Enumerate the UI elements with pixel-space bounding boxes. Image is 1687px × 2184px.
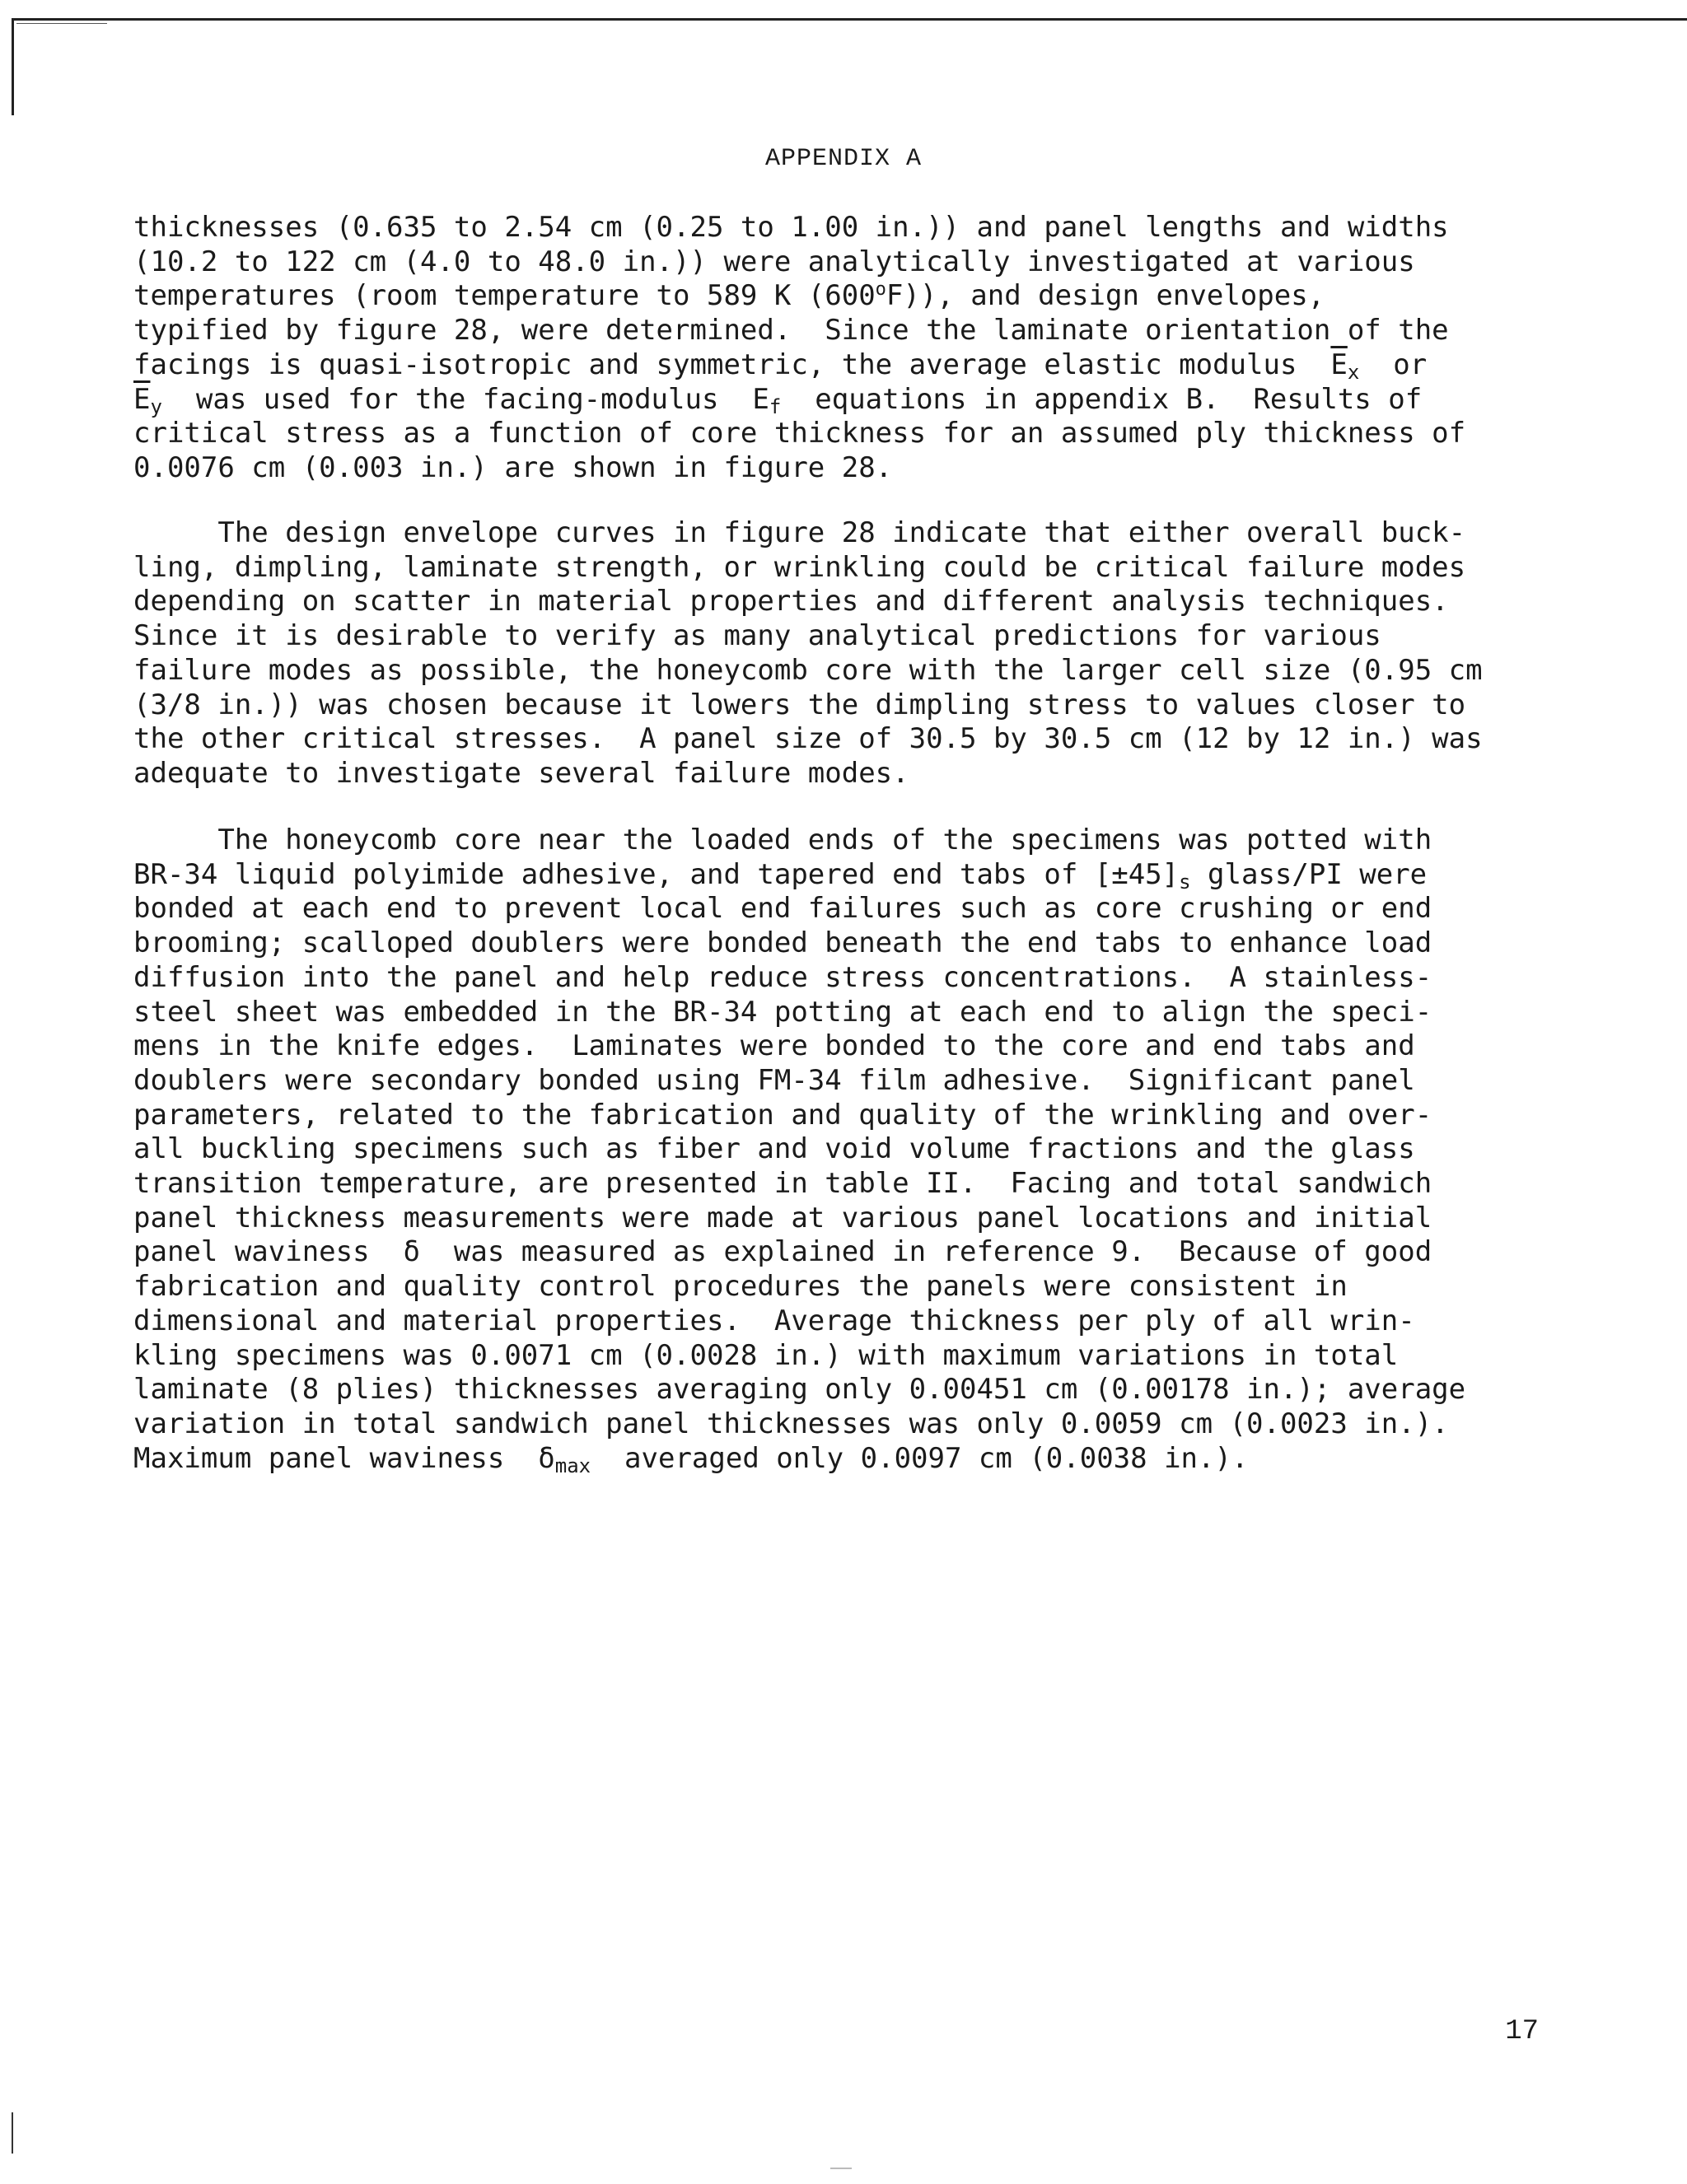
top-border-rule [12,18,1687,21]
text-line: dimensional and material properties. Average thickness per ply of all wrin- [133,1304,1415,1337]
paragraph-1 [133,211,1567,486]
text-line: parameters, related to the fabrication and quality of the wrinkling and over- [133,1098,1432,1132]
text-line: laminate (8 plies) thicknesses averaging only 0.00451 cm (0.00178 in.); average [133,1373,1466,1407]
text-line: typified by figure 28, were determined. Since the laminate orientation of the [133,314,1449,348]
text-line: temperatures (room temperature to 589 K (600$^o$F)), and design envelopes, [133,279,1325,313]
text-line: $E_y$ was used for the facing-modulus $E_f$ equations in appendix B. Results of [133,382,1423,418]
text-line: diffusion into the panel and help reduce stress concentrations. A stainless- [133,960,1432,994]
text-line: variation in total sandwich panel thicknesses was only 0.0059 cm (0.0023 in.). [133,1407,1449,1440]
left-border-rule [12,18,14,115]
text-line: failure modes as possible, the honeycomb core with the larger cell size (0.95 cm [133,653,1483,687]
text-line: BR-34 liquid polyimide adhesive, and tapered end tabs of $[\pm 45]_s$ glass/PI were [133,857,1428,894]
top-border-accent [16,23,107,24]
text-line: The honeycomb core near the loaded ends of the specimens was potted with [133,824,1432,856]
text-line: transition temperature, are presented in table II. Facing and total sandwich [133,1167,1432,1201]
text-line: (10.2 to 122 cm (4.0 to 48.0 in.)) were analytically investigated at various [133,245,1415,278]
text-line: panel thickness measurements were made at various panel locations and initial [133,1201,1432,1234]
text-line: ling, dimpling, laminate strength, or wrinkling could be critical failure modes [133,550,1466,584]
text-line: kling specimens was 0.0071 cm (0.0028 in.) with maximum variations in total [133,1338,1399,1372]
text-line: 0.0076 cm (0.003 in.) are shown in figure 28. [133,450,893,484]
text-line: critical stress as a function of core thickness for an assumed ply thickness of [133,417,1466,450]
text-line: bonded at each end to prevent local end failures such as core crushing or end [133,892,1432,926]
paragraph-2 [133,516,1567,791]
text-line: facings is quasi-isotropic and symmetric, the average elastic modulus $E_x$ or [133,348,1428,384]
text-line: (3/8 in.)) was chosen because it lowers the dimpling stress to values closer to [133,688,1466,721]
text-line: Since it is desirable to verify as many analytical predictions for various [133,619,1381,653]
paragraph-3 [133,824,1567,1476]
left-margin-mark [12,2112,13,2154]
text-line: brooming; scalloped doublers were bonded beneath the end tabs to enhance load [133,926,1432,960]
text-line: doublers were secondary bonded using FM-34 film adhesive. Significant panel [133,1063,1415,1097]
text-line: all buckling specimens such as fiber and void volume fractions and the glass [133,1132,1415,1166]
bottom-scan-mark [830,2168,852,2169]
text-line: panel waviness δ was measured as explained in reference 9. Because of good [133,1235,1432,1269]
text-line: The design envelope curves in figure 28 indicate that either overall buck- [133,516,1466,549]
text-line: thicknesses (0.635 to 2.54 cm (0.25 to 1.00 in.)) and panel lengths and widths [133,211,1449,244]
text-line: mens in the knife edges. Laminates were bonded to the core and end tabs and [133,1029,1415,1063]
text-line: depending on scatter in material properties and different analysis techniques. [133,585,1449,618]
text-line: the other critical stresses. A panel size of 30.5 by 30.5 cm (12 by 12 in.) was [133,722,1483,756]
text-line: fabrication and quality control procedures the panels were consistent in [133,1270,1348,1304]
text-line: adequate to investigate several failure modes. [133,756,909,790]
page-heading: APPENDIX A [764,145,923,173]
text-line: Maximum panel waviness $\delta_{max}$ averaged only 0.0097 cm (0.0038 in.). [133,1441,1249,1477]
text-line: steel sheet was embedded in the BR-34 potting at each end to align the speci- [133,995,1432,1029]
page-number: 17 [1505,2016,1539,2047]
